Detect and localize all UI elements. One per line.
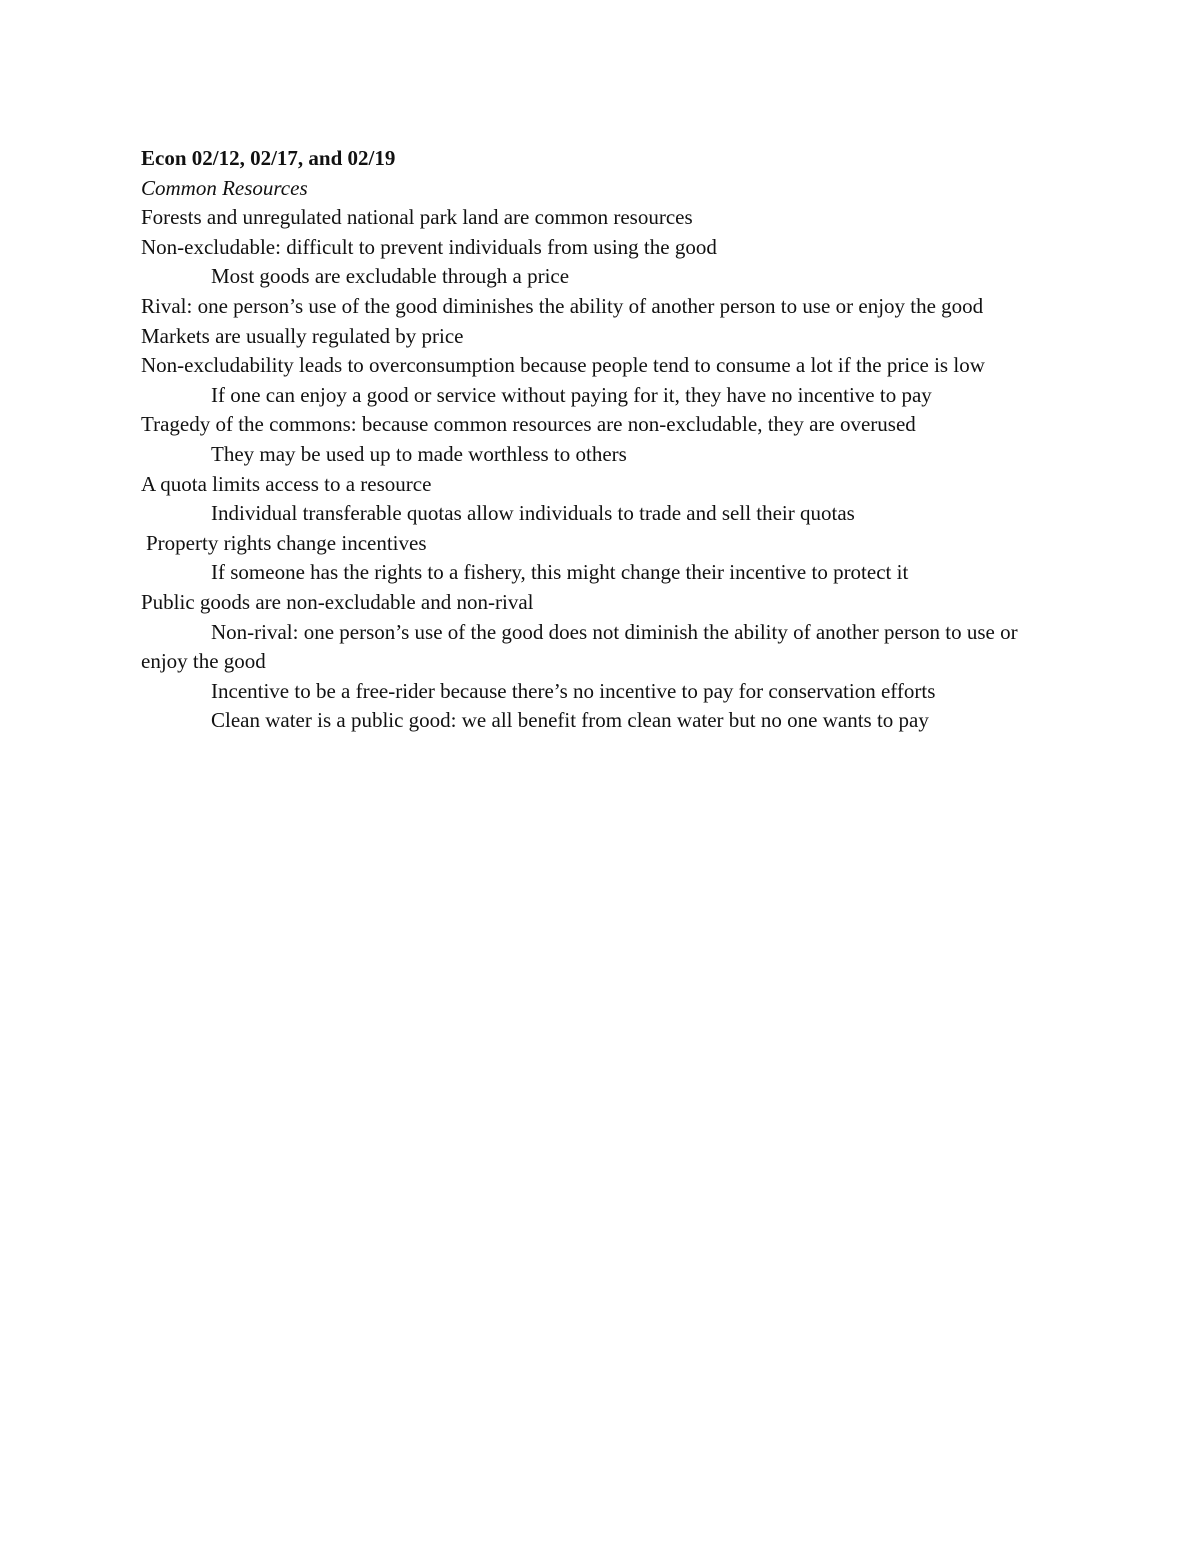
- note-subline: Non-rival: one person’s use of the good does not diminish the ability of another person to use or enjoy the good: [141, 619, 1018, 674]
- note-line: Markets are usually regulated by price: [141, 323, 464, 348]
- note-subline: Most goods are excludable through a price: [211, 264, 570, 289]
- note-subline: Individual transferable quotas allow individuals to trade and sell their quotas: [211, 501, 855, 526]
- note-subline: If one can enjoy a good or service without paying for it, they have no incentive to pay: [211, 382, 932, 407]
- notes-body: [141, 144, 1061, 736]
- note-line: Non-excludable: difficult to prevent individuals from using the good: [141, 234, 717, 259]
- document-title: Econ 02/12, 02/17, and 02/19: [141, 146, 396, 170]
- note-subline: They may be used up to made worthless to others: [211, 441, 627, 466]
- note-line: Rival: one person’s use of the good diminishes the ability of another person to use or enjoy the good: [141, 293, 984, 318]
- section-heading: Common Resources: [141, 175, 308, 200]
- note-line: Forests and unregulated national park land are common resources: [141, 205, 693, 230]
- note-subline: Clean water is a public good: we all benefit from clean water but no one wants to pay: [211, 708, 929, 733]
- note-line: Property rights change incentives: [146, 530, 427, 555]
- note-line: Public goods are non-excludable and non-rival: [141, 589, 534, 614]
- note-subline: If someone has the rights to a fishery, this might change their incentive to protect it: [211, 560, 909, 585]
- note-line: A quota limits access to a resource: [141, 471, 432, 496]
- note-subline: Incentive to be a free-rider because there’s no incentive to pay for conservation efforts: [211, 678, 936, 703]
- note-line: Non-excludability leads to overconsumption because people tend to consume a lot if the price is low: [141, 353, 985, 378]
- note-line: Tragedy of the commons: because common resources are non-excludable, they are overused: [141, 412, 916, 437]
